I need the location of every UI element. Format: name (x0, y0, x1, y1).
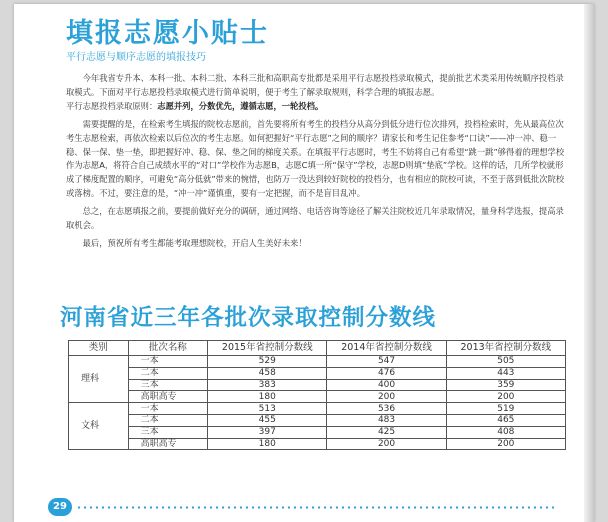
principle-bold: 志愿并列，分数优先，遵循志愿，一轮投档。 (157, 100, 324, 111)
score-2015-cell: 529 (208, 356, 327, 368)
principle-label: 平行志愿投档录取原则： (66, 100, 158, 111)
score-2015-cell: 458 (208, 367, 327, 379)
header-2015: 2015年省控制分数线 (208, 341, 327, 356)
table-row (69, 403, 566, 415)
score-2014-cell: 483 (327, 414, 446, 426)
score-2013-cell: 359 (446, 379, 565, 391)
header-2013: 2013年省控制分数线 (446, 341, 565, 356)
score-2014-cell: 476 (327, 367, 446, 379)
table-row (69, 391, 566, 403)
score-2013-cell: 465 (446, 414, 565, 426)
score-2013-cell: 200 (446, 438, 565, 450)
paragraph-summary: 总之，在志愿填报之前，要提前做好充分的调研，通过网络、电话咨询等途径了解关注院校近几年录取情况，量身科学选报，提高录取机会。 (66, 206, 564, 231)
score-table (68, 340, 566, 450)
table-row (69, 438, 566, 450)
score-2014-cell: 536 (327, 403, 446, 415)
batch-cell: 高职高专 (128, 391, 208, 403)
page-subtitle: 平行志愿与顺序志愿的填报技巧 (66, 52, 206, 63)
score-2013-cell: 443 (446, 367, 565, 379)
paragraph-tips: 需要提醒的是，在检索考生填报的院校志愿前，首先要将所有考生的投档分从高分到低分进行位次排列，投档检索时，先从最高位次考生志愿检索，再依次检索以后位次的考生志愿。如何把握好“平行志愿”之间的顺序？请家长和考生记住参考“口诀”——冲一冲、稳一稳、保一保、垫一垫，即把握好冲、稳、保、垫之间的梯度关系。在填报平行志愿时，考生不妨将自己有希望“跳一跳”够得着的理想学校作为志愿A，将符合自己成绩水平的“对口”学校作为志愿B，志愿C填一所“保守”学校，志愿D则填“垫底”学校。这样的话，几所学校就形成了梯度配置的顺序，可避免“高分低就”带来的惋惜，也防万一没达到较好院校的投档分，也有相应的院校可读，不至于落到低批次院校或落榜。不过，要注意的是，“冲一冲”谨慎重，要有一定把握，而不是盲目乱冲。 (66, 118, 565, 199)
document-page (14, 4, 594, 522)
batch-cell: 三本 (128, 426, 208, 438)
table-row (69, 356, 566, 368)
table-row (69, 426, 566, 438)
score-2013-cell: 519 (446, 403, 565, 415)
score-2015-cell: 397 (208, 426, 327, 438)
header-2014: 2014年省控制分数线 (327, 341, 446, 356)
paragraph-wishes: 最后，预祝所有考生都能考取理想院校，开启人生美好未来！ (82, 237, 307, 248)
score-2014-cell: 400 (327, 379, 446, 391)
page-number-badge: 29 (48, 498, 72, 516)
score-2015-cell: 180 (208, 391, 327, 403)
page-title: 填报志愿小贴士 (66, 18, 269, 49)
score-2015-cell: 383 (208, 379, 327, 391)
batch-cell: 一本 (128, 403, 208, 415)
batch-cell: 二本 (128, 367, 208, 379)
page-spine-shadow (584, 4, 594, 522)
score-2014-cell: 547 (327, 356, 446, 368)
score-2013-cell: 408 (446, 426, 565, 438)
score-2015-cell: 513 (208, 403, 327, 415)
batch-cell: 一本 (128, 356, 208, 368)
score-2014-cell: 200 (327, 438, 446, 450)
score-2015-cell: 455 (208, 414, 327, 426)
article-body (66, 72, 566, 251)
header-batch: 批次名称 (128, 341, 208, 356)
table-row (69, 414, 566, 426)
table-header-row (69, 341, 566, 356)
score-2015-cell: 180 (208, 438, 327, 450)
paragraph-principle (66, 100, 566, 114)
batch-cell: 二本 (128, 414, 208, 426)
category-cell: 文科 (69, 403, 129, 450)
category-cell: 理科 (69, 356, 129, 403)
table-row (69, 367, 566, 379)
dotted-footer-line (76, 506, 556, 509)
score-2014-cell: 425 (327, 426, 446, 438)
paragraph-intro: 今年我省专升本、本科一批、本科二批、本科三批和高职高专批都是采用平行志愿投档录取模式，提前批艺术类采用传统顺序投档录取模式。下面对平行志愿投档录取模式进行简单说明，便于考生了解录取规则，科学合理的填报志愿。 (66, 73, 564, 97)
score-2013-cell: 505 (446, 356, 565, 368)
batch-cell: 三本 (128, 379, 208, 391)
header-category: 类别 (69, 341, 129, 356)
section-title: 河南省近三年各批次录取控制分数线 (60, 305, 437, 331)
score-2014-cell: 200 (327, 391, 446, 403)
table-row (69, 379, 566, 391)
score-2013-cell: 200 (446, 391, 565, 403)
batch-cell: 高职高专 (128, 438, 208, 450)
